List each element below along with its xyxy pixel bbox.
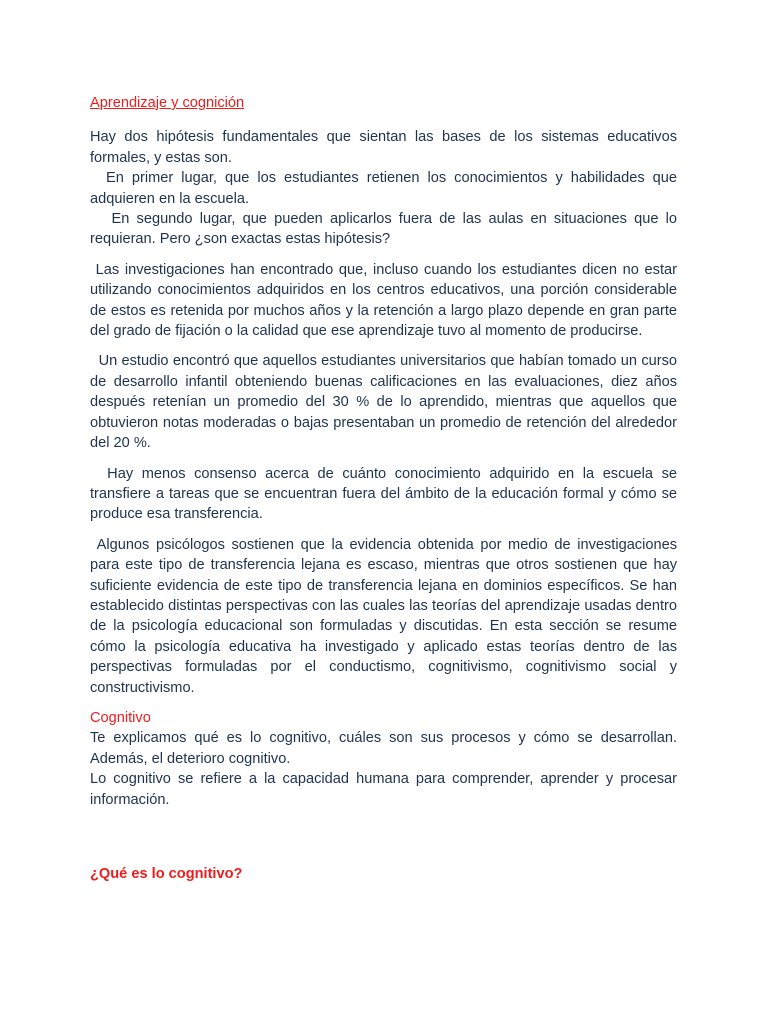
intro-paragraph-1: Hay dos hipótesis fundamentales que sientan las bases de los sistemas educativos formales, y estas son. (90, 129, 682, 166)
cognitivo-paragraph-1: Te explicamos qué es lo cognitivo, cuáles son sus procesos y cómo se desarrollan. Además, el deterioro cognitivo. (90, 730, 681, 767)
study-paragraph: Un estudio encontró que aquellos estudiantes universitarios que habían tomado un curso de desarrollo infantil obteniendo buenas calificaciones en las evaluaciones, diez años después retenían un promedio del 30 % de lo aprendido, mientras que aquellos que obtuvieron notas moderadas o bajas presentaban un promedio de retención del alrededor del 20 %. (90, 353, 682, 452)
perspectives-paragraph: Algunos psicólogos sostienen que la evidencia obtenida por medio de investigaciones para este tipo de transferencia lejana es escaso, mientras que otros sostienen que hay suficiente evidencia de este tipo de transferencia lejana en dominios específicos. Se han establecido distintas perspectivas con las cuales las teorías del aprendizaje usadas dentro de la psicología educacional son formuladas y discutidas. En esta sección se resume cómo la psicología educativa ha investigado y aplicado estas teorías dentro de las perspectivas formuladas por el conductismo, cognitivismo, cognitivismo social y constructivismo. (90, 536, 682, 696)
intro-paragraph-3: En segundo lugar, que pueden aplicarlos fuera de las aulas en situaciones que lo requieran. Pero ¿son exactas estas hipótesis? (90, 211, 682, 248)
document-body (90, 93, 682, 884)
title-link[interactable]: Aprendizaje y cognición (90, 95, 245, 111)
question-heading: ¿Qué es lo cognitivo? (90, 866, 243, 882)
cognitivo-paragraph-2: Lo cognitivo se refiere a la capacidad humana para comprender, aprender y procesar información. (90, 771, 682, 808)
intro-paragraph-2: En primer lugar, que los estudiantes retienen los conocimientos y habilidades que adquieren en la escuela. (90, 170, 682, 207)
transfer-paragraph: Hay menos consenso acerca de cuánto conocimiento adquirido en la escuela se transfiere a tareas que se encuentran fuera del ámbito de la educación formal y cómo se produce esa transferencia. (90, 465, 682, 523)
cognitivo-heading: Cognitivo (90, 709, 151, 726)
research-paragraph: Las investigaciones han encontrado que, incluso cuando los estudiantes dicen no estar utilizando conocimientos adquiridos en los centros educativos, una porción considerable de estos es retenida por muchos años y la retención a largo plazo depende en gran parte del grado de fijación o la calidad que ese aprendizaje tuvo al momento de producirse. (90, 261, 682, 340)
